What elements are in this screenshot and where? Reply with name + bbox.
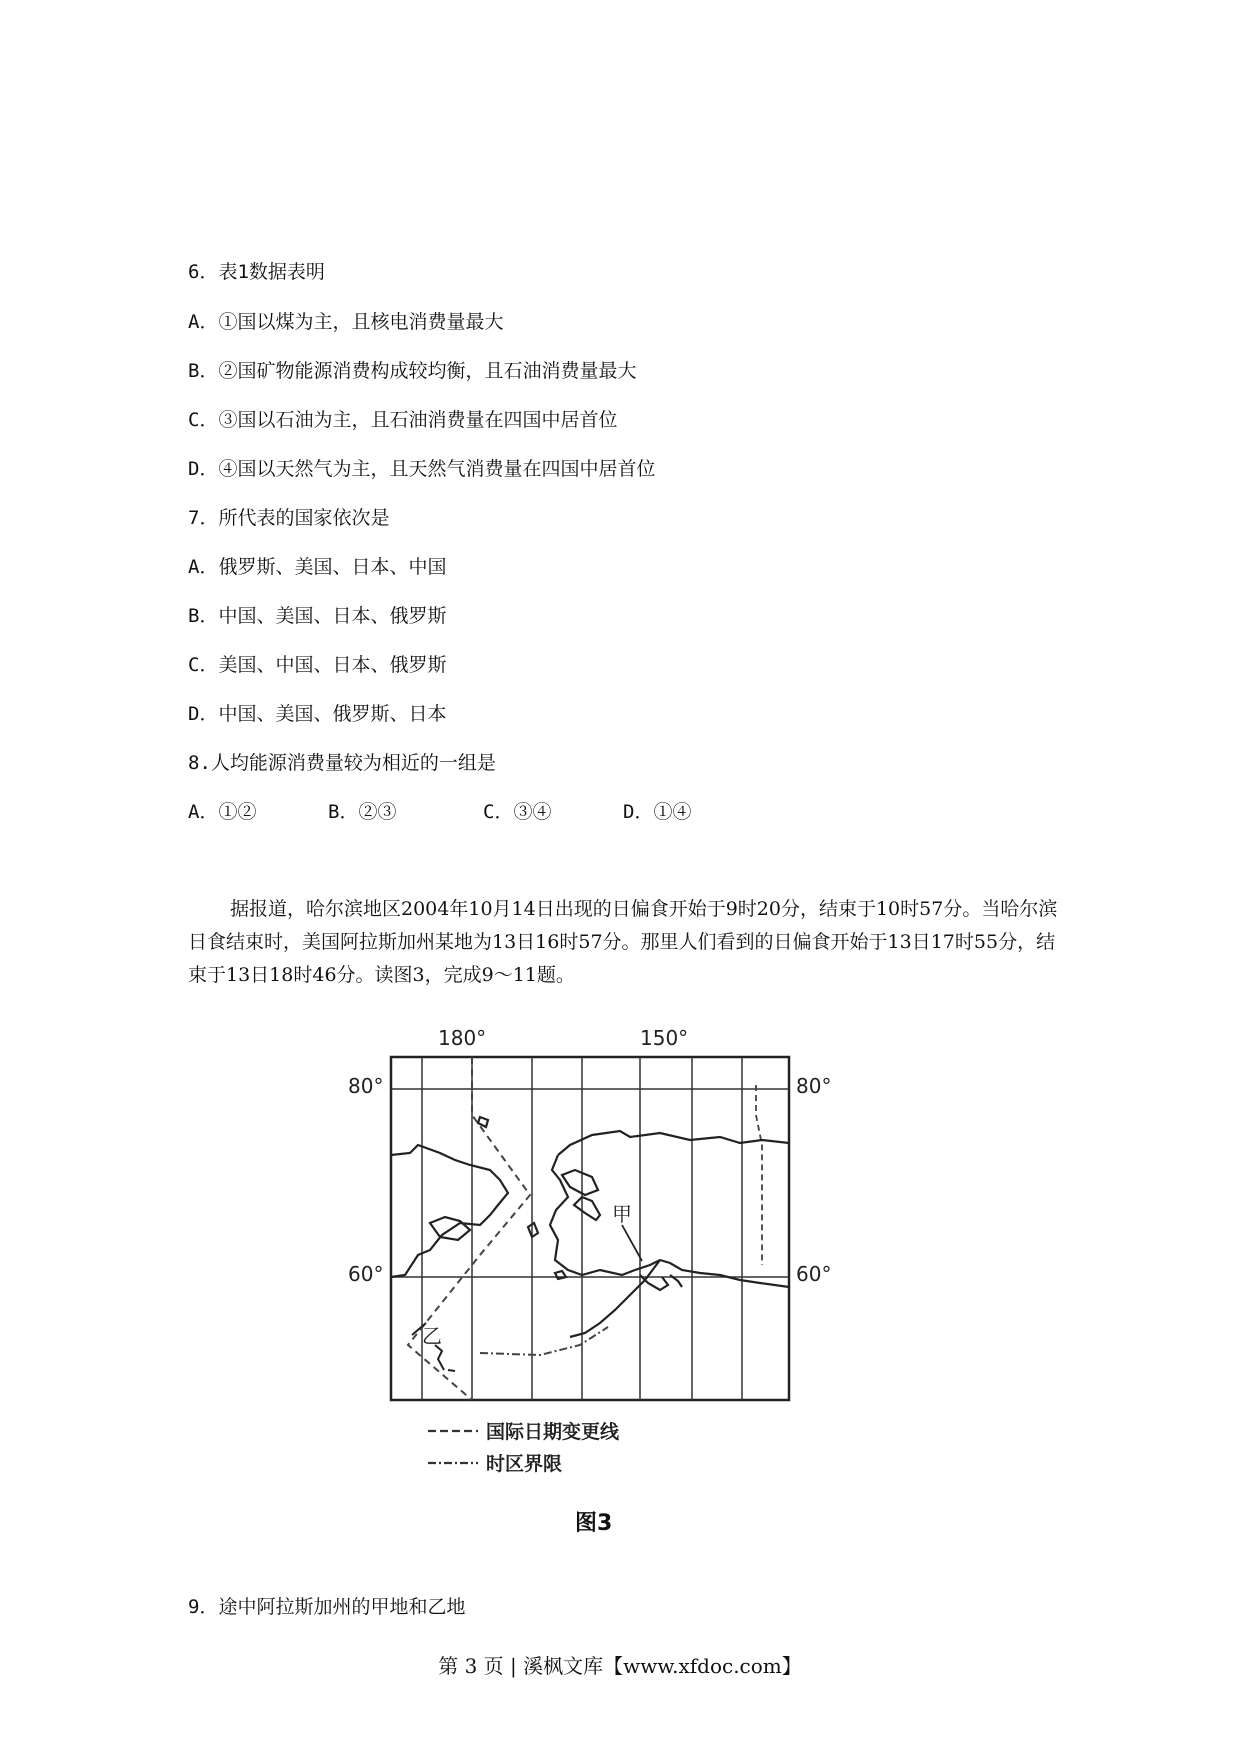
q9-stem: 9．途中阿拉斯加州的甲地和乙地 xyxy=(188,1596,466,1618)
legend-dateline-label: 国际日期变更线 xyxy=(486,1421,620,1443)
q7-option-b: B．中国、美国、日本、俄罗斯 xyxy=(188,605,447,627)
label-lat-80-left: 80° xyxy=(348,1074,384,1098)
meridian-lines xyxy=(422,1057,742,1400)
passage-text: 据报道，哈尔滨地区2004年10月14日出现的日偏食开始于9时20分，结束于10时57分。当哈尔滨日食结束时，美国阿拉斯加州某地为13日16时57分。那里人们看到的日偏食开始于13日17时55分，结束于13日18时46分。读图3，完成9～11题。 xyxy=(188,898,1058,986)
label-jia: 甲 xyxy=(612,1202,632,1226)
coastlines xyxy=(391,1117,789,1337)
q7-stem: 7．所代表的国家依次是 xyxy=(188,507,390,529)
legend-timezone-label: 时区界限 xyxy=(486,1453,563,1475)
q8-options xyxy=(188,797,691,824)
label-lat-60-right: 60° xyxy=(796,1262,832,1286)
q6-option-b: B．②国矿物能源消费构成较均衡，且石油消费量最大 xyxy=(188,360,637,382)
q8-stem: 8.人均能源消费量较为相近的一组是 xyxy=(188,752,496,774)
q6-option-a: A．①国以煤为主，且核电消费量最大 xyxy=(188,311,504,333)
q8-option-d: D．①④ xyxy=(623,801,692,823)
time-zone-boundary-east xyxy=(756,1085,762,1265)
label-yi: 乙 xyxy=(422,1324,442,1348)
q8-option-a: A．①② xyxy=(188,801,257,823)
passage xyxy=(188,893,1058,992)
label-lat-80-right: 80° xyxy=(796,1074,832,1098)
page-footer: 第 3 页 | 溪枫文库【www.xfdoc.com】 xyxy=(438,1654,802,1678)
q7-option-d: D．中国、美国、俄罗斯、日本 xyxy=(188,703,447,725)
jia-pointer xyxy=(622,1225,642,1261)
q7-option-a: A．俄罗斯、美国、日本、中国 xyxy=(188,556,447,578)
q6-stem: 6．表1数据表明 xyxy=(188,261,325,283)
q6-option-d: D．④国以天然气为主，且天然气消费量在四国中居首位 xyxy=(188,458,656,480)
q6-option-c: C．③国以石油为主，且石油消费量在四国中居首位 xyxy=(188,409,618,431)
figure-3-map xyxy=(330,1025,850,1505)
q8-option-c: C．③④ xyxy=(483,801,552,823)
label-lon-180: 180° xyxy=(438,1026,487,1050)
label-lat-60-left: 60° xyxy=(348,1262,384,1286)
label-lon-150: 150° xyxy=(640,1026,689,1050)
figure-caption: 图3 xyxy=(575,1511,613,1536)
q7-option-c: C．美国、中国、日本、俄罗斯 xyxy=(188,654,447,676)
q8-option-b: B．②③ xyxy=(328,801,397,823)
